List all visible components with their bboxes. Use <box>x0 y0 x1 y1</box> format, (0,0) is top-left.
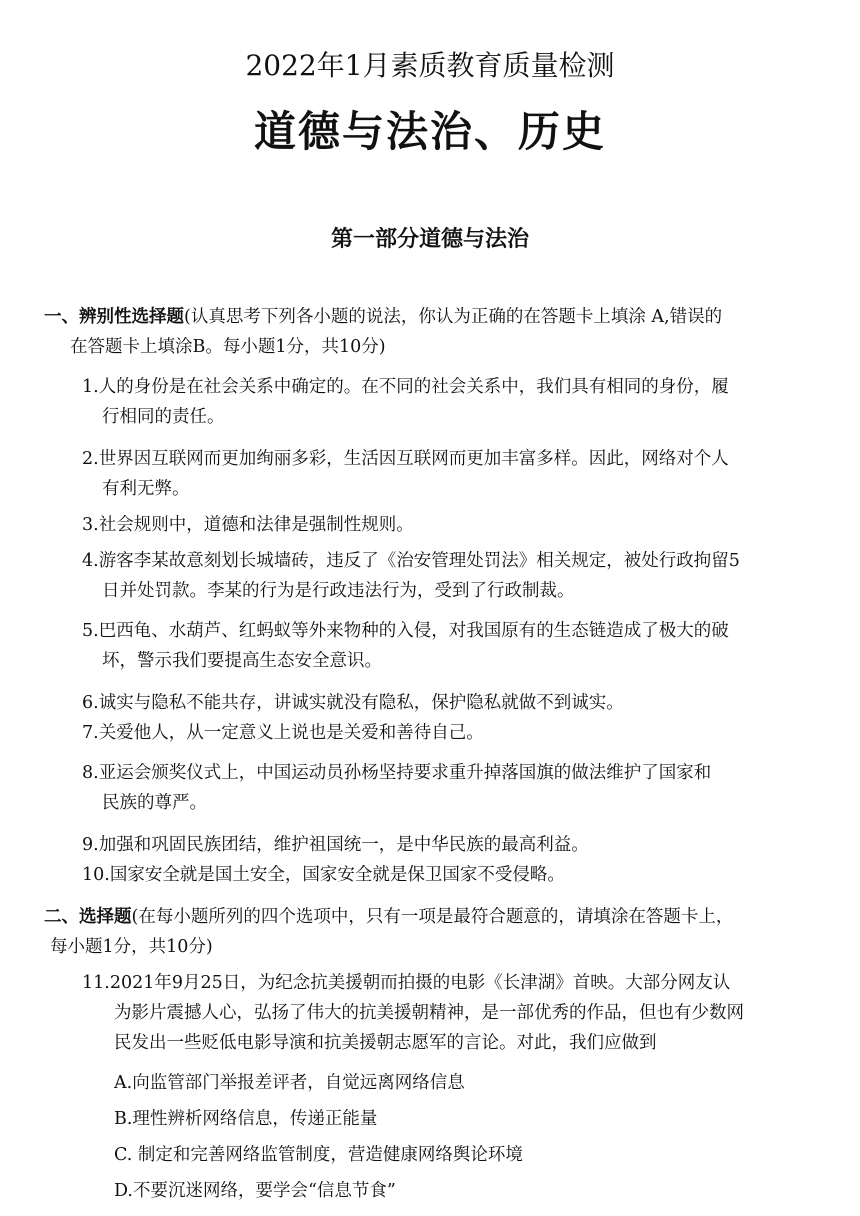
question-1 <box>82 372 814 432</box>
question-number: 9. <box>82 835 99 855</box>
question-number: 11. <box>82 973 110 993</box>
question-number: 4. <box>82 551 99 571</box>
option-d: D.不要沉迷网络，要学会“信息节食” <box>114 1181 396 1201</box>
question-text: 巴西龟、水葫芦、红蚂蚁等外来物种的入侵，对我国原有的生态链造成了极大的破 <box>98 621 729 641</box>
question-text: 游客李某故意刻划长城墙砖，违反了《治安管理处罚法》相关规定，被处行政拘留5 <box>98 551 740 571</box>
question-number: 1. <box>82 377 99 397</box>
option-c: C. 制定和完善网络监管制度，营造健康网络舆论环境 <box>114 1145 523 1165</box>
question-11 <box>82 968 814 1058</box>
question-text-cont: 民族的尊严。 <box>102 793 207 813</box>
question-text-cont: 日并处罚款。李某的行为是行政违法行为，受到了行政制裁。 <box>102 581 575 601</box>
question-text-cont: 民发出一些贬低电影导演和抗美援朝志愿军的言论。对此，我们应做到 <box>114 1033 657 1053</box>
section-one-instruction-2: 在答题卡上填涂B。每小题1分，共10分) <box>70 337 386 357</box>
question-text: 加强和巩固民族团结，维护祖国统一，是中华民族的最高利益。 <box>98 835 589 855</box>
section-one-header <box>44 302 816 362</box>
question-4 <box>82 546 814 606</box>
question-text: 社会规则中，道德和法律是强制性规则。 <box>98 515 414 535</box>
section-one-heading: 一、辨别性选择题 <box>44 307 184 327</box>
question-10 <box>82 860 814 890</box>
question-text-cont: 行相同的责任。 <box>102 407 225 427</box>
section-two-header <box>44 902 816 962</box>
question-text: 诚实与隐私不能共存，讲诚实就没有隐私，保护隐私就做不到诚实。 <box>98 693 624 713</box>
section-two-instruction-1: (在每小题所列的四个选项中，只有一项是最符合题意的，请填涂在答题卡上， <box>131 907 734 927</box>
question-number: 7. <box>82 723 99 743</box>
question-2 <box>82 444 814 504</box>
section-two-instruction-2: 每小题1分，共10分) <box>50 937 213 957</box>
subject-title: 道德与法治、历史 <box>253 107 606 156</box>
question-text: 关爱他人，从一定意义上说也是关爱和善待自己。 <box>98 723 484 743</box>
question-6 <box>82 688 814 718</box>
option-a: A.向监管部门举报差评者，自觉远离网络信息 <box>114 1073 465 1093</box>
question-text: 人的身份是在社会关系中确定的。在不同的社会关系中，我们具有相同的身份，履 <box>98 377 729 397</box>
section-one-instruction-1: (认真思考下列各小题的说法，你认为正确的在答题卡上填涂 A,错误的 <box>184 307 723 327</box>
question-text: 世界因互联网而更加绚丽多彩，生活因互联网而更加丰富多样。因此，网络对个人 <box>98 449 729 469</box>
exam-title: 2022年1月素质教育质量检测 <box>245 49 615 82</box>
question-9 <box>82 830 814 860</box>
question-7 <box>82 718 814 748</box>
question-number: 8. <box>82 763 99 783</box>
question-number: 2. <box>82 449 99 469</box>
question-text-cont: 有利无弊。 <box>102 479 190 499</box>
section-two-heading: 二、选择题 <box>44 907 132 927</box>
question-text-cont: 坏，警示我们要提高生态安全意识。 <box>102 651 382 671</box>
question-3 <box>82 510 814 540</box>
question-number: 5. <box>82 621 99 641</box>
question-5 <box>82 616 814 676</box>
question-8 <box>82 758 814 818</box>
question-text: 2021年9月25日，为纪念抗美援朝而拍摄的电影《长津湖》首映。大部分网友认 <box>109 973 731 993</box>
question-number: 10. <box>82 865 110 885</box>
question-text: 国家安全就是国土安全，国家安全就是保卫国家不受侵略。 <box>109 865 565 885</box>
question-number: 6. <box>82 693 99 713</box>
option-b: B.理性辨析网络信息，传递正能量 <box>114 1109 378 1129</box>
question-text: 亚运会颁奖仪式上，中国运动员孙杨坚持要求重升掉落国旗的做法维护了国家和 <box>98 763 712 783</box>
part-one-title: 第一部分道德与法治 <box>330 227 529 252</box>
question-number: 3. <box>82 515 99 535</box>
question-text-cont: 为影片震撼人心，弘扬了伟大的抗美援朝精神，是一部优秀的作品，但也有少数网 <box>114 1003 744 1023</box>
